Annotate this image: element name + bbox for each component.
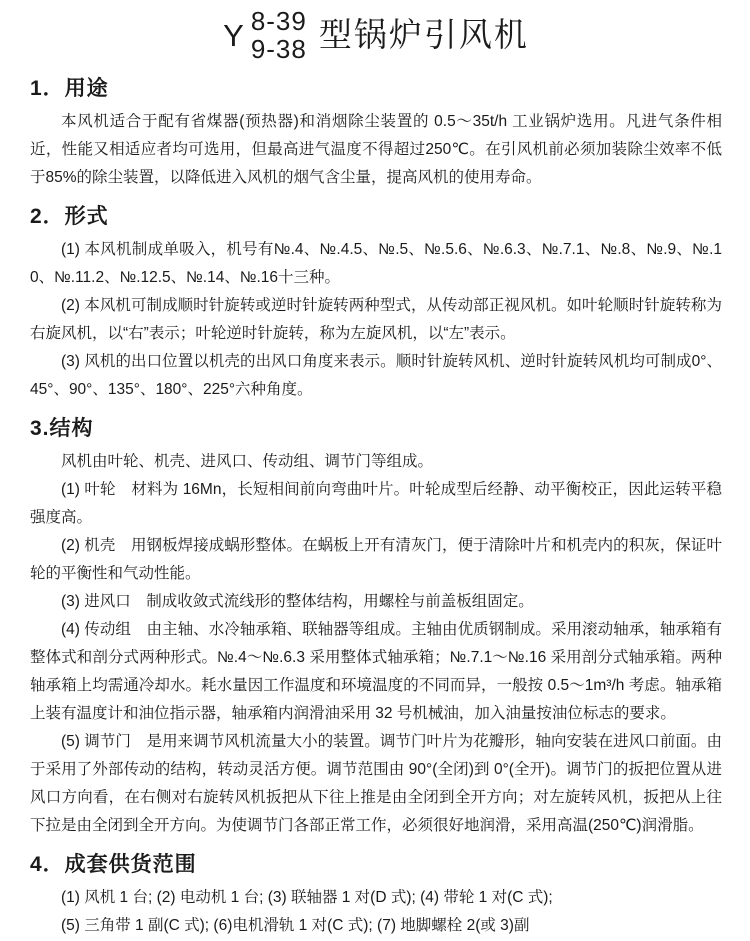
document-title <box>30 6 722 64</box>
section-supply-scope <box>30 852 722 940</box>
section-usage-heading: 1．用途 <box>30 77 109 100</box>
paragraph: (1) 叶轮 材料为 16Mn，长短相间前向弯曲叶片。叶轮成型后经静、动平衡校正，因此运转平稳强度高。 <box>30 481 722 526</box>
title-suffix: 型锅炉引风机 <box>318 16 529 53</box>
paragraph: (4) 传动组 由主轴、水冷轴承箱、联轴器等组成。主轴由优质钢制成。采用滚动轴承，轴承箱有整体式和剖分式两种形式。№.4～№.6.3 采用整体式轴承箱；№.7.1～№.16 采用剖分式轴承箱。两种轴承箱上均需通冷却水。耗水量因工作温度和环境温度的不同而异，一般按 0.5～1m³/h 考虑。轴承箱上装有温度计和油位指示器，轴承箱内润滑油采用 32 号机械油，加入油量按油位标志的要求。 <box>30 621 722 722</box>
title-series-letter: Y <box>223 17 244 53</box>
paragraph: (5) 三角带 1 副(C 式); (6)电机滑轨 1 对(C 式); (7) 地脚螺栓 2(或 3)副 <box>61 917 530 934</box>
paragraph: (5) 调节门 是用来调节风机流量大小的装置。调节门叶片为花瓣形，轴向安装在进风口前面。由于采用了外部传动的结构，转动灵活方便。调节范围由 90°(全闭)到 0°(全开)。调节门的扳把位置从进风口方向看，在右侧对右旋转风机扳把从下往上推是由全闭到全开方向；对左旋转风机，扳把从上往下拉是由全闭到全开方向。为使调节门各部正常工作，必须很好地润滑，采用高温(250℃)润滑脂。 <box>30 733 722 834</box>
title-model-top: 8-39 <box>250 6 307 36</box>
title-model-bottom: 9-38 <box>250 34 307 64</box>
paragraph: (3) 进风口 制成收敛式流线形的整体结构，用螺栓与前盖板组固定。 <box>61 593 534 610</box>
paragraph: (2) 本风机可制成顺时针旋转或逆时针旋转两种型式，从传动部正视风机。如叶轮顺时针旋转称为右旋风机，以“右”表示；叶轮逆时针旋转，称为左旋风机，以“左”表示。 <box>30 297 722 342</box>
paragraph: (1) 风机 1 台; (2) 电动机 1 台; (3) 联轴器 1 对(D 式); (4) 带轮 1 对(C 式); <box>61 889 553 906</box>
paragraph: 本风机适合于配有省煤器(预热器)和消烟除尘装置的 0.5～35t/h 工业锅炉选用。凡进气条件相近，性能又相适应者均可选用，但最高进气温度不得超过250℃。在引风机前必须加装除尘效率不低于85%的除尘装置，以降低进入风机的烟气含尘量，提高风机的使用寿命。 <box>30 113 722 186</box>
section-supply-scope-heading: 4．成套供货范围 <box>30 853 197 876</box>
paragraph: (3) 风机的出口位置以机壳的出风口角度来表示。顺时针旋转风机、逆时针旋转风机均可制成0°、45°、90°、135°、180°、225°六种角度。 <box>30 353 722 398</box>
section-structure <box>30 416 722 840</box>
section-form <box>30 204 722 404</box>
section-usage <box>30 76 722 192</box>
title-model-numbers <box>251 7 307 63</box>
section-structure-heading: 3.结构 <box>30 417 94 440</box>
paragraph: (1) 本风机制成单吸入，机号有№.4、№.4.5、№.5、№.5.6、№.6.3、№.7.1、№.8、№.9、№.10、№.11.2、№.12.5、№.14、№.16十三种。 <box>30 241 722 286</box>
section-form-heading: 2．形式 <box>30 205 109 228</box>
paragraph: 风机由叶轮、机壳、进风口、传动组、调节门等组成。 <box>61 453 434 470</box>
paragraph: (2) 机壳 用钢板焊接成蜗形整体。在蜗板上开有清灰门，便于清除叶片和机壳内的积灰，保证叶轮的平衡性和气动性能。 <box>30 537 722 582</box>
